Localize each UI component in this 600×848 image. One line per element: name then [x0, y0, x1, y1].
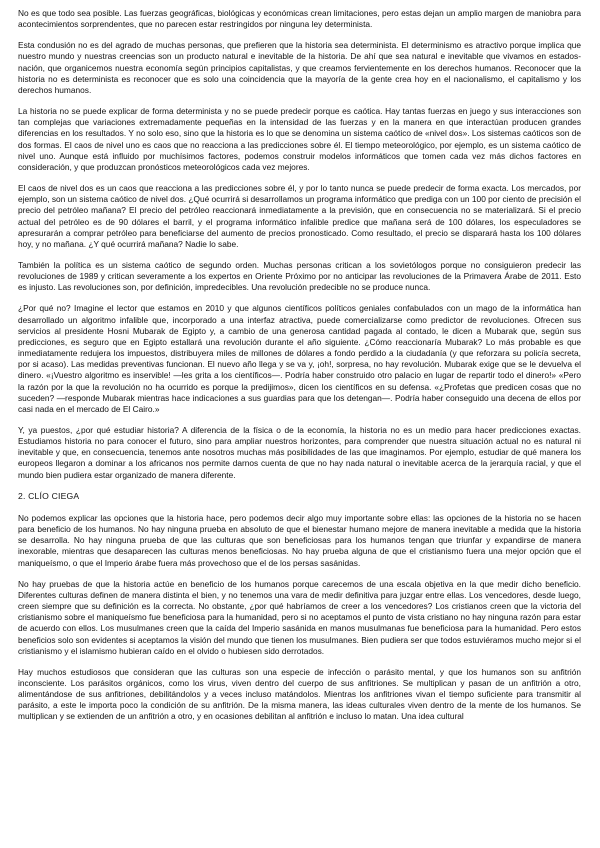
- paragraph: La historia no se puede explicar de forma determinista y no se puede predecir porque es caótica. Hay tantas fuerzas en juego y sus interacciones son tan complejas que variaciones extremadamente pequeñas en la intensidad de las fuerzas y en la manera en que interactúan producen grandes diferencias en los resultados. Y no solo eso, sino que la historia es lo que se denomina un sistema caótico de «nivel dos». Los sistemas caóticos son de dos formas. El caos de nivel uno es caos que no reacciona a las predicciones sobre él. El tiempo meteorológico, por ejemplo, es un sistema caótico de nivel uno. Aunque está influido por muchísimos factores, podemos construir modelos informáticos que tomen cada vez más dichos factores en consideración, y que produzcan pronósticos meteorológicos cada vez mejores.: [18, 106, 581, 172]
- section-heading: 2. CLÍO CIEGA: [18, 490, 80, 501]
- paragraph: No podemos explicar las opciones que la historia hace, pero podemos decir algo muy importante sobre ellas: las opciones de la historia no se hacen para beneficio de los humanos. No hay ninguna prueba en absoluto de que el bienestar humano mejore de manera inevitable a medida que la historia se desarrolla. No hay ninguna prueba de que las culturas que son beneficiosas para los humanos tengan que triunfar y expandirse de manera inexorable, mientras que desaparecen las culturas menos beneficiosas. No hay prueba alguna de que el cristianismo fuera una mejor opción que el maniqueísmo, o que el Imperio árabe fuera más provechoso que el de los persas sasánidas.: [18, 512, 581, 568]
- paragraph: No hay pruebas de que la historia actúe en beneficio de los humanos porque carecemos de una escala objetiva en la que medir dicho beneficio. Diferentes culturas definen de manera distinta el bien, y no tenemos una vara de medir definitiva para juzgar entre ellas. Los vencedores, desde luego, creen siempre que su definición es la correcta. No obstante, ¿por qué habríamos de creer a los vencedores? Los cristianos creen que la victoria del cristianismo sobre el maniqueísmo fue beneficiosa para la humanidad, pero si no aceptamos el punto de vista cristiano no hay ninguna razón para estar de acuerdo con ellos. Los musulmanes creen que la caída del Imperio sasánida en manos musulmanas fue beneficiosa para la humanidad. Pero estos beneficios solo son evidentes si aceptamos la visión del mundo que tienen los musulmanes. Bien pudiera ser que todos estuviéramos mucho mejor si el cristianismo y el islamismo hubieran caído en el olvido o hubiesen sido derrotados.: [18, 578, 581, 656]
- paragraph: No es que todo sea posible. Las fuerzas geográficas, biológicas y económicas crean limitaciones, pero estas dejan un amplio margen de maniobra para acontecimientos sorprendentes, que no parecen estar restringidos por ninguna ley determinista.: [18, 8, 581, 30]
- document-page: [18, 8, 581, 733]
- paragraph: Esta condusión no es del agrado de muchas personas, que prefieren que la historia sea determinista. El determinismo es atractivo porque implica que nuestro mundo y nuestras creencias son un producto natural e inevitable de la historia. De ahí que sea natural e inevitable que vivamos en estados-nación, que organicemos nuestra economía según principios capitalistas, y que creamos fervientemente en los derechos humanos. Reconocer que la historia no es determinista es reconocer que es solo una coincidencia que la mayoría de la gente crea hoy en el nacionalismo, el capitalismo y los derechos humanos.: [18, 40, 581, 95]
- paragraph: ¿Por qué no? Imagine el lector que estamos en 2010 y que algunos científicos políticos geniales confabulados con un mago de la informática han desarrollado un algoritmo infalible que, incorporado a una interfaz atractiva, puede comercializarse como predictor de revoluciones. Ofrecen sus servicios al presidente Hosni Mubarak de Egipto y, a cambio de una generosa cantidad pagada al contado, le dicen a Mubarak que, según sus predicciones, es seguro que en Egipto estallará una revolución durante el año siguiente. ¿Cómo reaccionaría Mubarak? Lo más probable es que inmediatamente redujera los impuestos, distribuyera miles de millones de dólares a fondo perdido a la ciudadanía (y que reforzara su policía secreta, por si acaso). Las medidas preventivas funcionan. El nuevo año llega y se va y, ¡oh!, sorpresa, no hay revolución. Mubarak exige que se le devuelva el dinero. «¡Vuestro algoritmo es inservible! —les grita a los científicos—. Podría haber construido otro palacio en lugar de repartir todo el dinero!» «Pero la razón por la que la revolución no ha ocurrido es porque la predijimos», dicen los científicos en su defensa. «¿Profetas que predicen cosas que no suceden? —responde Mubarak mientras hace indicaciones a sus guardias para que los detengan—. Podría haber conseguido una decena de ellos por casi nada en el mercado de El Cairo.»: [18, 303, 581, 414]
- paragraph: También la política es un sistema caótico de segundo orden. Muchas personas critican a los sovietólogos porque no consiguieron predecir las revoluciones de 1989 y critican severamente a los expertos en Oriente Próximo por no anticipar las revoluciones de la Primavera Árabe de 2011. Esto es injusto. Las revoluciones son, por definición, impredecibles. Una revolución predecible no se produce nunca.: [18, 259, 581, 293]
- paragraph: Y, ya puestos, ¿por qué estudiar historia? A diferencia de la física o de la economía, la historia no es un medio para hacer predicciones exactas. Estudiamos historia no para conocer el futuro, sino para ampliar nuestros horizontes, para comprender que nuestra situación actual no es natural ni inevitable y que, en consecuencia, tenemos ante nosotros muchas más posibilidades de las que imaginamos. Por ejemplo, estudiar de qué manera los europeos llegaron a dominar a los africanos nos permite darnos cuenta de que no hay nada natural o inevitable acerca de la jerarquía racial, y que el mundo bien pudiera estar organizado de manera diferente.: [18, 425, 581, 480]
- paragraph: Hay muchos estudiosos que consideran que las culturas son una especie de infección o parásito mental, y que los humanos son su anfitrión inconsciente. Los parásitos orgánicos, como los virus, viven dentro del cuerpo de sus anfitriones. Se multiplican y pasan de un anfitrión a otro, alimentándose de sus anfitriones, debilitándolos y a veces incluso matándolos. Mientras los anfitriones vivan el tiempo suficiente para transmitir al parásito, a este le importa poco la condición de su anfitrión. De la misma manera, las ideas culturales viven dentro de la mente de los humanos. Se multiplican y se extienden de un anfitrión a otro, y en ocasiones debilitan al anfitrión e incluso lo matan. Una idea cultural: [18, 666, 581, 722]
- paragraph: El caos de nivel dos es un caos que reacciona a las predicciones sobre él, y por lo tanto nunca se puede predecir de forma exacta. Los mercados, por ejemplo, son un sistema caótico de nivel dos. ¿Qué ocurrirá si desarrollamos un programa informático que prediga con un 100 por ciento de precisión el precio del petróleo mañana? El precio del petróleo reaccionará inmediatamente a la previsión, que en consecuencia no se materializará. Si el precio actual del petróleo es de 90 dólares el barril, y el programa informático infalible predice que mañana será de 100 dólares, los especuladores se apresurarán a comprar petróleo para beneficiarse del aumento de precios pronosticado. Como resultado, el precio se disparará hasta los 100 dólares hoy, y no mañana. ¿Y qué ocurrirá mañana? Nadie lo sabe.: [18, 183, 581, 249]
